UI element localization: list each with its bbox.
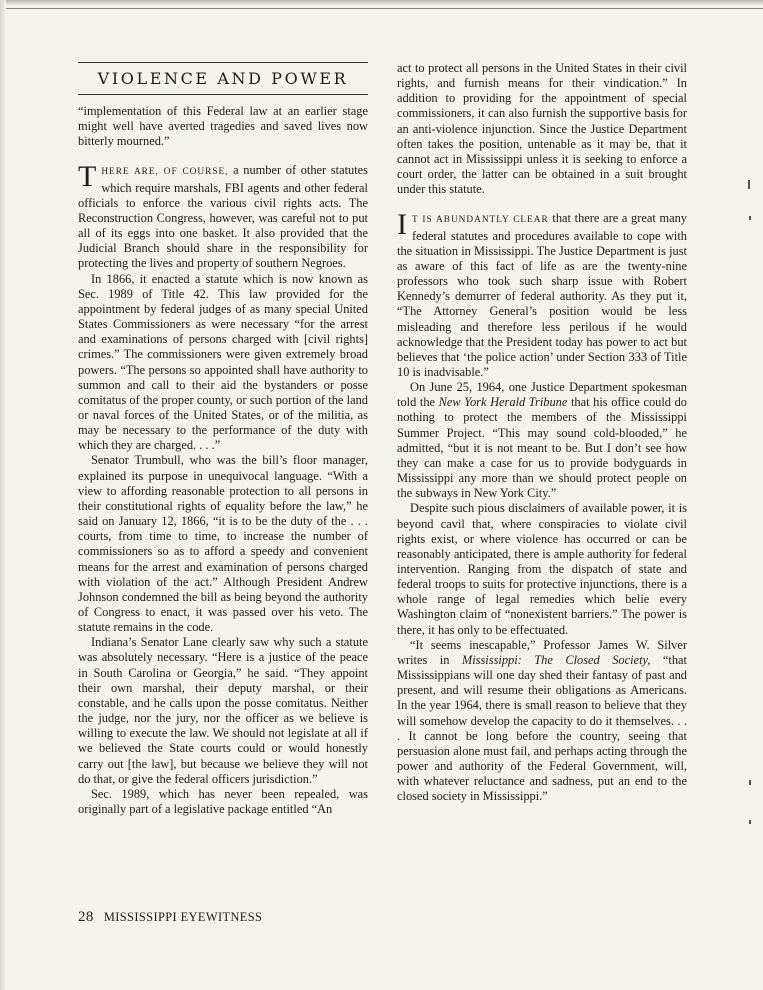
page-left-edge (0, 0, 6, 990)
scan-speck (749, 820, 751, 824)
paragraph-text: that his office could do nothing to protect the members of the Mississippi Summer Project. “This may sound cold-blooded,” he admitted, “but it is not meant to be. But I don’t see how they can make a case for us to provide bodyguards in Mississippi any more than we should protect people on the subways in New York City.” (397, 395, 687, 501)
paragraph (78, 160, 368, 271)
page-number: 28 (78, 909, 94, 925)
paragraph-text: On June 25, 1964, one Justice Department spokesman told the (397, 380, 687, 410)
italic-title: New York Herald Tribune (438, 395, 568, 410)
paragraph: “implementation of this Federal law at an earlier stage might well have averted tragedies and saved lives now bitterly mourned.” (78, 104, 368, 149)
scan-speck (749, 780, 751, 785)
section-gap (78, 149, 368, 163)
paragraph: Indiana’s Senator Lane clearly saw why such a statute was absolutely necessary. “Here is a justice of the peace in South Carolina or Georgia,” he said. “They appoint their own marshal, their deputy marshal, or their constable, and he calls upon the posse comitatus. Neither the judge, nor the jury, nor the officer as we believe is willing to execute the law. We should not legislate at all if we believed the State courts could or would honestly carry out [the law], but because we believe they will not do that, or give the federal officers jurisdiction.” (78, 635, 368, 786)
paragraph-text: “that Mississippians will one day shed their fantasy of past and present, and will resume their obligations as Americans. In the year 1964, there is small reason to believe that they will somehow develop the capacity to do it themselves. . . . It cannot be long before the country, seeing that persuasion alone must fail, and perhaps acting through the power and authority of the Federal Government, will, with whatever reluctance and sadness, put an end to the closed society in Mississippi.” (397, 652, 687, 804)
paragraph: Despite such pious disclaimers of available power, it is beyond cavil that, where conspiracies to violate civil rights exist, or where violence has occurred or can be reasonably anticipated, there is ample authority for federal intervention. Ranging from the dispatch of state and federal troops to suits for protective injunctions, there is a whole range of legal remedies which belie every Washington claim of “nonexistent barriers.” The power is there, it has only to be effectuated. (397, 501, 687, 637)
paragraph (397, 208, 687, 380)
page-top-rule (0, 8, 763, 9)
paragraph (397, 638, 687, 805)
section-gap (397, 197, 687, 211)
page-top-edge (0, 0, 763, 6)
scan-speck (748, 180, 750, 189)
small-caps-lead: HERE ARE, OF COURSE, (101, 167, 229, 178)
article-title-box (78, 62, 368, 95)
publication-name: MISSISSIPPI EYEWITNESS (103, 910, 263, 924)
scan-speck (749, 216, 751, 220)
paragraph: Sec. 1989, which has never been repealed, was originally part of a legislative package entitled “An (78, 786, 368, 817)
paragraph: Senator Trumbull, who was the bill’s floor manager, explained its purpose in unequivocal language. “With a view to affording reasonable protection to all persons in their constitutional rights of equality before the law,” he said on January 12, 1866, “it is to be the duty of the . . . courts, from time to time, to increase the number of commissioners so as to afford a speedy and convenient means for the arrest and examination of persons charged with violation of the act.” Although President Andrew Johnson condemned the bill as being beyond the authority of Congress to enact, it was passed over his veto. The statute remains in the code. (78, 453, 368, 635)
small-caps-lead: T IS ABUNDANTLY CLEAR (412, 215, 549, 226)
drop-cap: I (397, 208, 407, 242)
drop-cap: T (78, 160, 97, 194)
page-footer (78, 909, 262, 926)
right-column (397, 61, 687, 805)
paragraph (397, 380, 687, 501)
paragraph-text: a number of other statutes which require marshals, FBI agents and other federal officials to enforce the various civil rights acts. The Reconstruction Congress, however, was careful not to put all of its eggs into one basket. It also provided that the Judicial Branch should share in the responsibility for protecting the lives and property of southern Negroes. (78, 163, 368, 271)
paragraph: act to protect all persons in the United States in their civil rights, and furnish means for their vindication.” In addition to providing for the appointment of special commissioners, it can also furnish the supportive basis for an anti-violence injunction. Since the Justice Department often takes the position, untenable as it may be, that it cannot act in Mississippi unless it is seeking to enforce a court order, the latter can be obtained in a suit brought under this statute. (397, 61, 687, 197)
article-title: VIOLENCE AND POWER (97, 68, 349, 88)
left-column (78, 62, 368, 817)
italic-title: Mississippi: The Closed Society, (461, 652, 651, 667)
paragraph: In 1866, it enacted a statute which is now known as Sec. 1989 of Title 42. This law provided for the appointment by federal judges of as many special United States Commissioners as were necessary “for the arrest and examinations of persons charged with [civil rights] crimes.” The commissioners were given extremely broad powers. “The persons so appointed shall have authority to summon and call to their aid the bystanders or posse comitatus of the proper county, or such portion of the land or naval forces of the United States, or of the militia, as may be necessary to the performance of the duty with which they are charged. . . .” (78, 271, 368, 453)
paragraph-text: “It seems inescapable,” Professor James W. Silver writes in (397, 637, 687, 667)
paragraph-text: that there are a great many federal statutes and procedures available to cope with the situation in Mississippi. The Justice Department is just as aware of this fact of life as are the twenty-nine professors who took such sharp issue with Robert Kennedy’s demurrer of federal authority. As they put it, “The Attorney General’s position would be less misleading and therefore less perilous if he would acknowledge that the President today has power to act but believes that ‘the police action’ under Section 333 of Title 10 is inadvisable.” (397, 211, 687, 379)
